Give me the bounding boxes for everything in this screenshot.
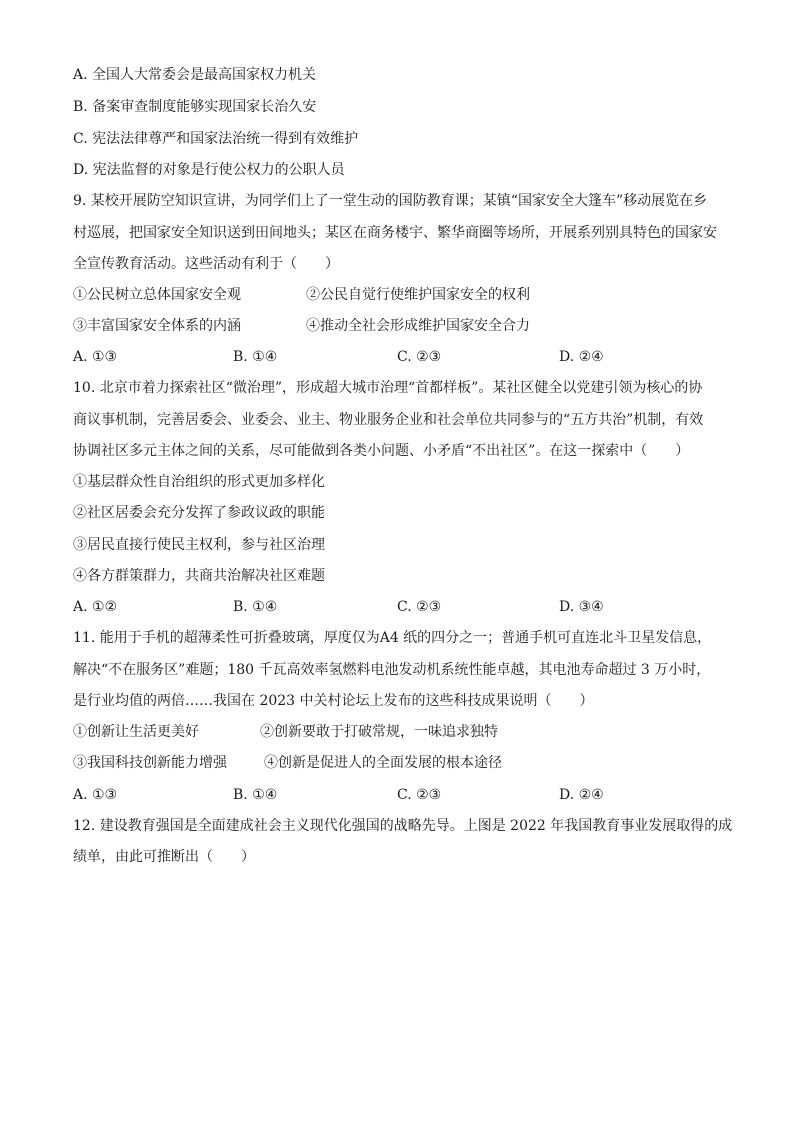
prev-option-c: C. 宪法法律尊严和国家法治统一得到有效维护 [73, 131, 359, 147]
q9-statement-4: ④推动全社会形成维护国家安全合力 [306, 318, 530, 334]
q11-statement-2: ②创新要敢于打破常规，一味追求独特 [260, 724, 498, 740]
q10-option-a: A. ①② [73, 599, 118, 615]
q11-stem-line-1: 11. 能用于手机的超薄柔性可折叠玻璃，厚度仅为A4 纸的四分之一；普通手机可直连北斗卫星发信息， [73, 630, 712, 646]
q11-stem-line-3: 是行业均值的两倍……我国在 2023 中关村论坛上发布的这些科技成果说明（ ） [73, 693, 594, 709]
q9-statement-1: ①公民树立总体国家安全观 [73, 287, 241, 303]
q11-statement-4: ④创新是促进人的全面发展的根本途径 [264, 755, 502, 771]
prev-option-a: A. 全国人大常委会是最高国家权力机关 [73, 67, 317, 83]
q11-option-d: D. ②④ [559, 787, 604, 803]
prev-option-b: B. 备案审查制度能够实现国家长治久安 [73, 99, 317, 115]
q11-statement-1: ①创新让生活更美好 [73, 724, 199, 740]
q9-option-c: C. ②③ [397, 349, 442, 365]
q10-option-d: D. ③④ [559, 599, 604, 615]
q9-stem-line-3: 全宣传教育活动。这些活动有利于（ ） [73, 256, 339, 272]
q9-stem-line-1: 9. 某校开展防空知识宣讲，为同学们上了一堂生动的国防教育课；某镇“国家安全大篷车”移动展览在乡 [73, 193, 708, 209]
q11-option-b: B. ①④ [233, 787, 278, 803]
q11-option-c: C. ②③ [397, 787, 442, 803]
q10-statement-3: ③居民直接行使民主权利，参与社区治理 [73, 537, 325, 553]
q10-statement-2: ②社区居委会充分发挥了参政议政的职能 [73, 505, 325, 521]
q9-stem-line-2: 村巡展，把国家安全知识送到田间地头；某区在商务楼宇、繁华商圈等场所，开展系列别具特色的国家安 [73, 225, 717, 241]
q9-option-a: A. ①③ [73, 349, 118, 365]
q10-stem-line-1: 10. 北京市着力探索社区“微治理”，形成超大城市治理“首都样板”。某社区健全以党建引领为核心的协 [73, 380, 703, 396]
q11-stem-line-2: 解决“不在服务区”难题；180 千瓦高效率氢燃料电池发动机系统性能卓越，其电池寿命超过 3 万小时， [73, 662, 711, 678]
q11-option-a: A. ①③ [73, 787, 118, 803]
q10-stem-line-2: 商议事机制，完善居委会、业委会、业主、物业服务企业和社会单位共同参与的“五方共治”机制，有效 [73, 412, 704, 428]
q10-stem-line-3: 协调社区多元主体之间的关系，尽可能做到各类小问题、小矛盾“不出社区”。在这一探索中（ ） [73, 443, 690, 459]
q10-option-c: C. ②③ [397, 599, 442, 615]
q11-statement-3: ③我国科技创新能力增强 [73, 755, 227, 771]
q9-statement-2: ②公民自觉行使维护国家安全的权利 [306, 287, 530, 303]
q12-stem-line-1: 12. 建设教育强国是全面建成社会主义现代化强国的战略先导。上图是 2022 年我国教育事业发展取得的成 [73, 818, 733, 834]
q10-statement-4: ④各方群策群力，共商共治解决社区难题 [73, 568, 325, 584]
q10-statement-1: ①基层群众性自治组织的形式更加多样化 [73, 474, 325, 490]
q9-option-b: B. ①④ [233, 349, 278, 365]
q10-option-b: B. ①④ [233, 599, 278, 615]
prev-option-d: D. 宪法监督的对象是行使公权力的公职人员 [73, 162, 345, 178]
q9-option-d: D. ②④ [559, 349, 604, 365]
q9-statement-3: ③丰富国家安全体系的内涵 [73, 318, 241, 334]
q12-stem-line-2: 绩单，由此可推断出（ ） [73, 849, 255, 865]
